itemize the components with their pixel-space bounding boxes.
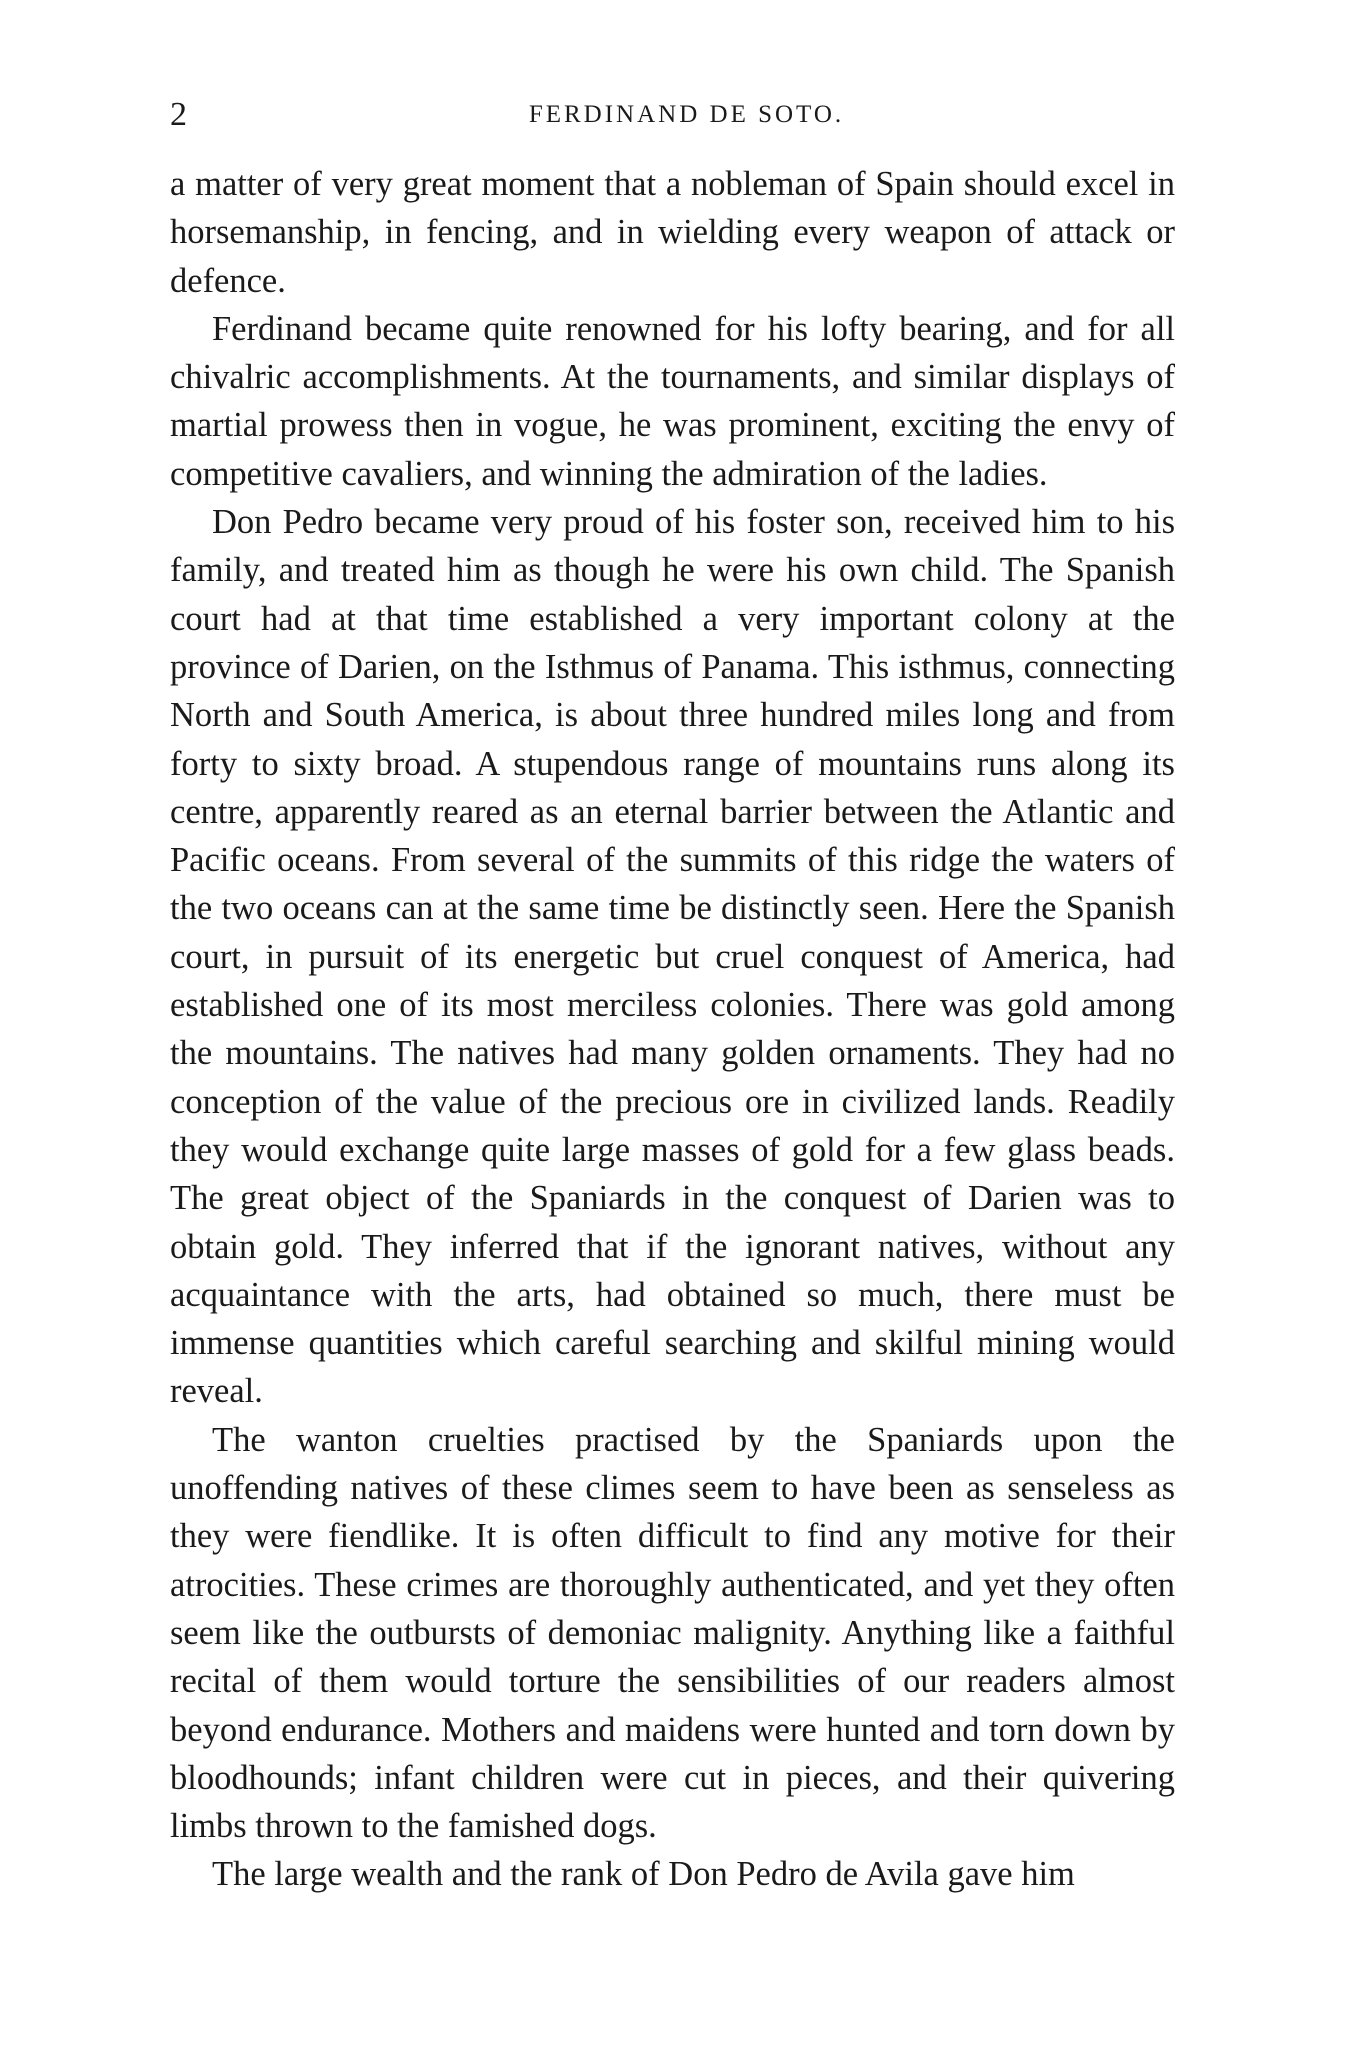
body-text bbox=[170, 160, 1175, 1899]
running-head bbox=[170, 92, 1175, 140]
page-number: 2 bbox=[170, 96, 187, 133]
paragraph: Ferdinand became quite renowned for his lofty bearing, and for all chivalric accomplishments. At the tournaments, and similar displays of martial prowess then in vogue, he was prominent, exciting the envy of competitive cavaliers, and winning the admiration of the ladies. bbox=[170, 309, 1175, 493]
paragraph: The wanton cruelties practised by the Spaniards upon the unoffending natives of these climes seem to have been as senseless as they were fiendlike. It is often difficult to find any motive for their atrocities. These crimes are thoroughly authenticated, and yet they often seem like the outbursts of demoniac malignity. Anything like a faithful recital of them would torture the sensibilities of our readers almost beyond endurance. Mothers and maidens were hunted and torn down by bloodhounds; infant children were cut in pieces, and their quivering limbs thrown to the famished dogs. bbox=[170, 1420, 1175, 1846]
paragraph-continued: a matter of very great moment that a nobleman of Spain should excel in horsemanship, in fencing, and in wielding every weapon of attack or defence. bbox=[170, 165, 1175, 300]
paragraph: Don Pedro became very proud of his foster son, received him to his family, and treated him as though he were his own child. The Spanish court had at that time established a very important colony at the province of Darien, on the Isthmus of Panama. This isthmus, connecting North and South America, is about three hundred miles long and from forty to sixty broad. A stupendous range of mountains runs along its centre, apparently reared as an eternal barrier between the Atlantic and Pacific oceans. From several of the summits of this ridge the waters of the two oceans can at the same time be distinctly seen. Here the Spanish court, in pursuit of its energetic but cruel conquest of America, had established one of its most merciless colonies. There was gold among the mountains. The natives had many golden ornaments. They had no conception of the value of the precious ore in civilized lands. Readily they would exchange quite large masses of gold for a few glass beads. The great object of the Spaniards in the conquest of Darien was to obtain gold. They inferred that if the ignorant natives, without any acquaintance with the arts, had obtained so much, there must be immense quantities which careful searching and skilful mining would reveal. bbox=[170, 503, 1175, 1411]
running-title: FERDINAND DE SOTO. bbox=[528, 101, 845, 128]
paragraph: The large wealth and the rank of Don Pedro de Avila gave him bbox=[212, 1855, 1075, 1894]
book-page bbox=[170, 92, 1175, 1899]
